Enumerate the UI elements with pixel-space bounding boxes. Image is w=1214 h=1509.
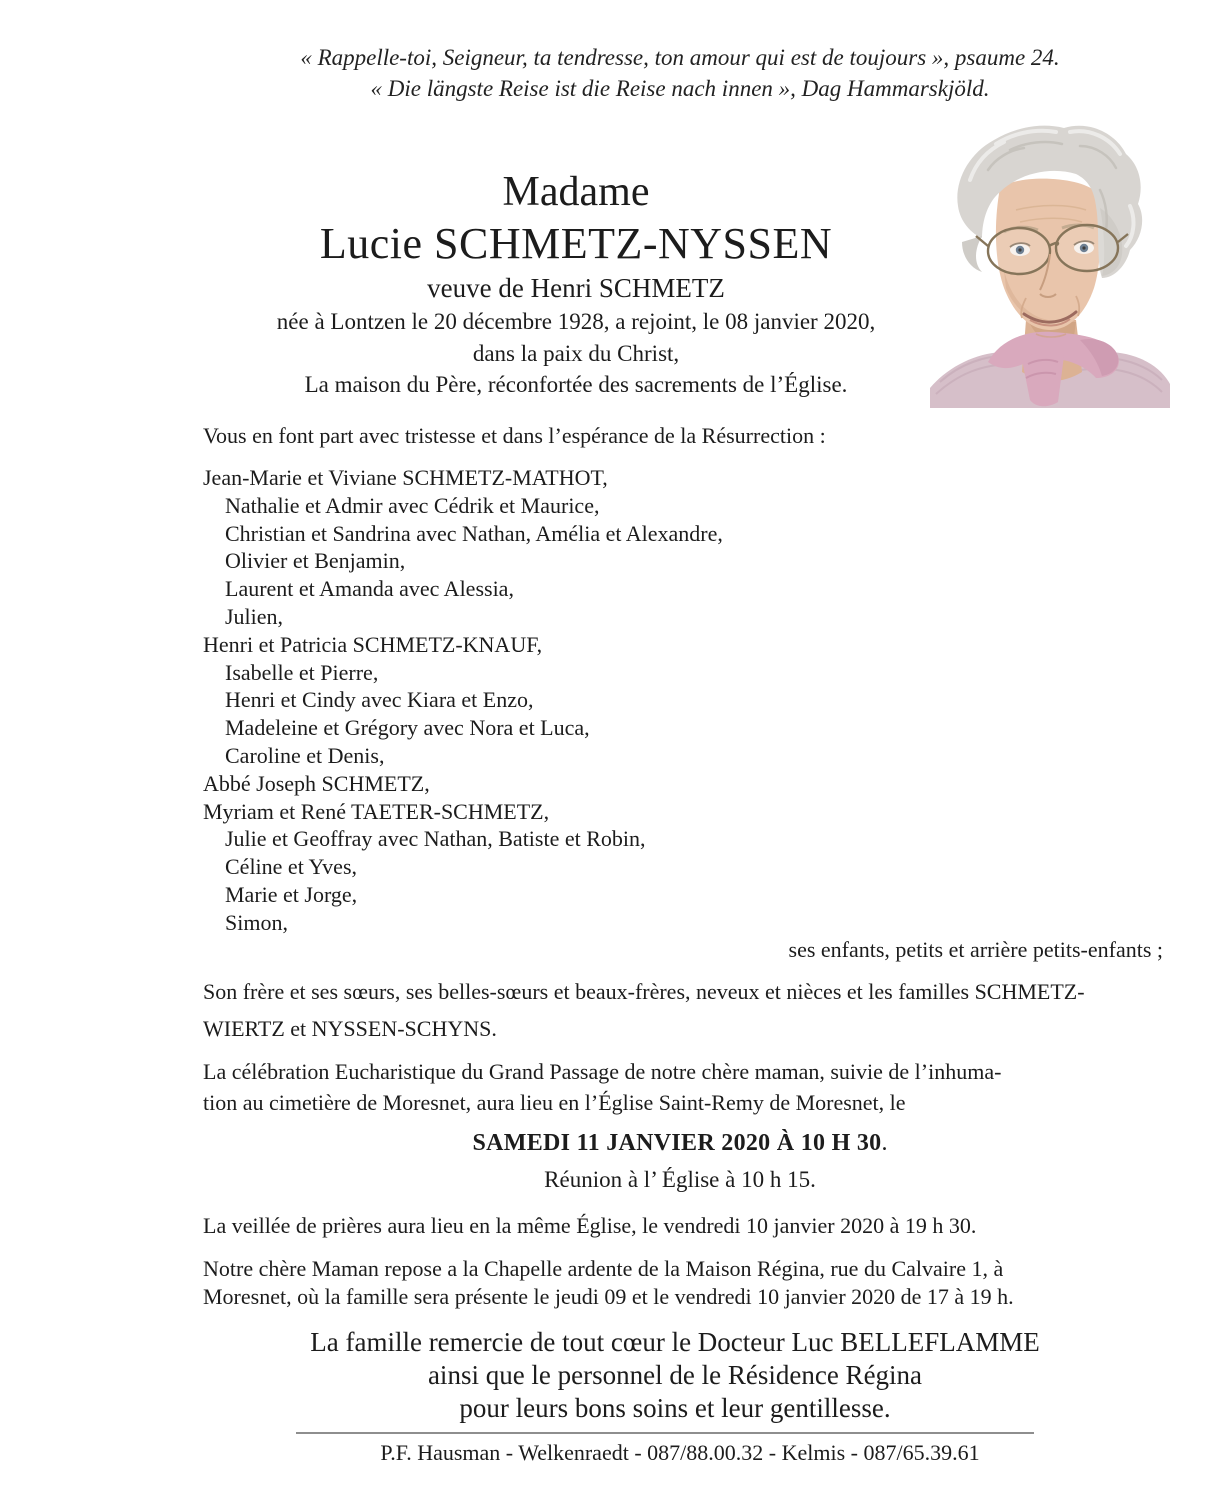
family-member-line: Julien, — [225, 603, 284, 629]
title-block — [200, 166, 952, 306]
title-madame: Madame — [502, 169, 650, 215]
footer-divider — [296, 1432, 1034, 1434]
ceremony-meeting: Réunion à l’ Église à 10 h 15. — [544, 1167, 816, 1192]
family-member-line: Julie et Geoffray avec Nathan, Batiste et Robin, — [225, 826, 646, 852]
family-member-line: Abbé Joseph SCHMETZ, — [203, 770, 430, 796]
portrait-photo — [930, 110, 1170, 408]
ceremony-date — [200, 1128, 1160, 1158]
ceremony-intro-line: La célébration Eucharistique du Grand Passage de notre chère maman, suivie de l’inhuma- — [203, 1059, 1002, 1084]
family-member-line: Simon, — [225, 909, 288, 935]
ceremony-date-bold: SAMEDI 11 JANVIER 2020 À 10 H 30 — [472, 1130, 882, 1156]
family-member-line: Myriam et René TAETER-SCHMETZ, — [203, 798, 550, 824]
ceremony-intro-line: tion au cimetière de Moresnet, aura lieu en l’Église Saint-Remy de Moresnet, le — [203, 1089, 906, 1115]
family-member-line: Jean-Marie et Viviane SCHMETZ-MATHOT, — [203, 465, 608, 490]
family-member-line: Céline et Yves, — [225, 854, 357, 880]
vigil-paragraph: La veillée de prières aura lieu en la même Église, le vendredi 10 janvier 2020 à 19 h 30. — [203, 1213, 977, 1238]
family-member-line: Henri et Patricia SCHMETZ-KNAUF, — [203, 631, 543, 657]
repose-line: Notre chère Maman repose a la Chapelle ardente de la Maison Régina, rue du Calvaire 1, à — [203, 1256, 1004, 1281]
family-member-line: Henri et Cindy avec Kiara et Enzo, — [225, 687, 534, 713]
thanks-line: ainsi que le personnel de le Résidence Régina — [427, 1360, 923, 1390]
family-member-line: Caroline et Denis, — [225, 742, 385, 768]
family-member-line: Laurent et Amanda avec Alessia, — [225, 576, 514, 602]
birth-death-line: dans la paix du Christ, — [472, 340, 680, 366]
deceased-name: Lucie SCHMETZ-NYSSEN — [319, 219, 833, 268]
relatives-line: WIERTZ et NYSSEN-SCHYNS. — [203, 1016, 497, 1041]
family-member-line: Madeleine et Grégory avec Nora et Luca, — [225, 715, 590, 741]
birth-death-line: La maison du Père, réconfortée des sacrements de l’Église. — [304, 372, 848, 397]
widow-subtitle: veuve de Henri SCHMETZ — [427, 273, 725, 303]
relatives-line: Son frère et ses sœurs, ses belles-sœurs et beaux-frères, neveux et nièces et les familles SCHMETZ- — [203, 979, 1085, 1004]
relatives-paragraph — [203, 973, 1153, 1047]
funeral-home-contact: P.F. Hausman - Welkenraedt - 087/88.00.32 - Kelmis - 087/65.39.61 — [380, 1440, 980, 1465]
family-closing: ses enfants, petits et arrière petits-enfants ; — [788, 937, 1163, 962]
thanks-line: pour leurs bons soins et leur gentillesse. — [459, 1393, 891, 1423]
ceremony-intro — [203, 1057, 1153, 1118]
repose-line: Moresnet, où la famille sera présente le jeudi 09 et le vendredi 10 janvier 2020 de 17 à 19 h. — [203, 1284, 1014, 1309]
quote-psalm: « Rappelle-toi, Seigneur, ta tendresse, ton amour qui est de toujours », psaume 24. — [300, 45, 1060, 70]
family-member-line: Nathalie et Admir avec Cédrik et Maurice, — [225, 492, 600, 518]
family-list — [203, 464, 723, 937]
birth-death-block — [200, 306, 952, 401]
quote-hammarskjold: « Die längste Reise ist die Reise nach innen », Dag Hammarskjöld. — [370, 76, 990, 101]
portrait-illustration — [930, 110, 1170, 408]
family-member-line: Isabelle et Pierre, — [225, 659, 379, 685]
epigraph-quotes — [200, 42, 1160, 104]
family-member-line: Olivier et Benjamin, — [225, 548, 406, 574]
announcement-intro: Vous en font part avec tristesse et dans l’espérance de la Résurrection : — [203, 423, 826, 448]
thanks-block — [200, 1326, 1150, 1425]
repose-paragraph — [203, 1255, 1153, 1311]
family-member-line: Marie et Jorge, — [225, 881, 358, 907]
thanks-line: La famille remercie de tout cœur le Docteur Luc BELLEFLAMME — [310, 1327, 1040, 1357]
family-member-line: Christian et Sandrina avec Nathan, Amélia et Alexandre, — [225, 520, 723, 546]
ceremony-date-period: . — [881, 1130, 888, 1156]
birth-death-line: née à Lontzen le 20 décembre 1928, a rejoint, le 08 janvier 2020, — [276, 309, 876, 334]
